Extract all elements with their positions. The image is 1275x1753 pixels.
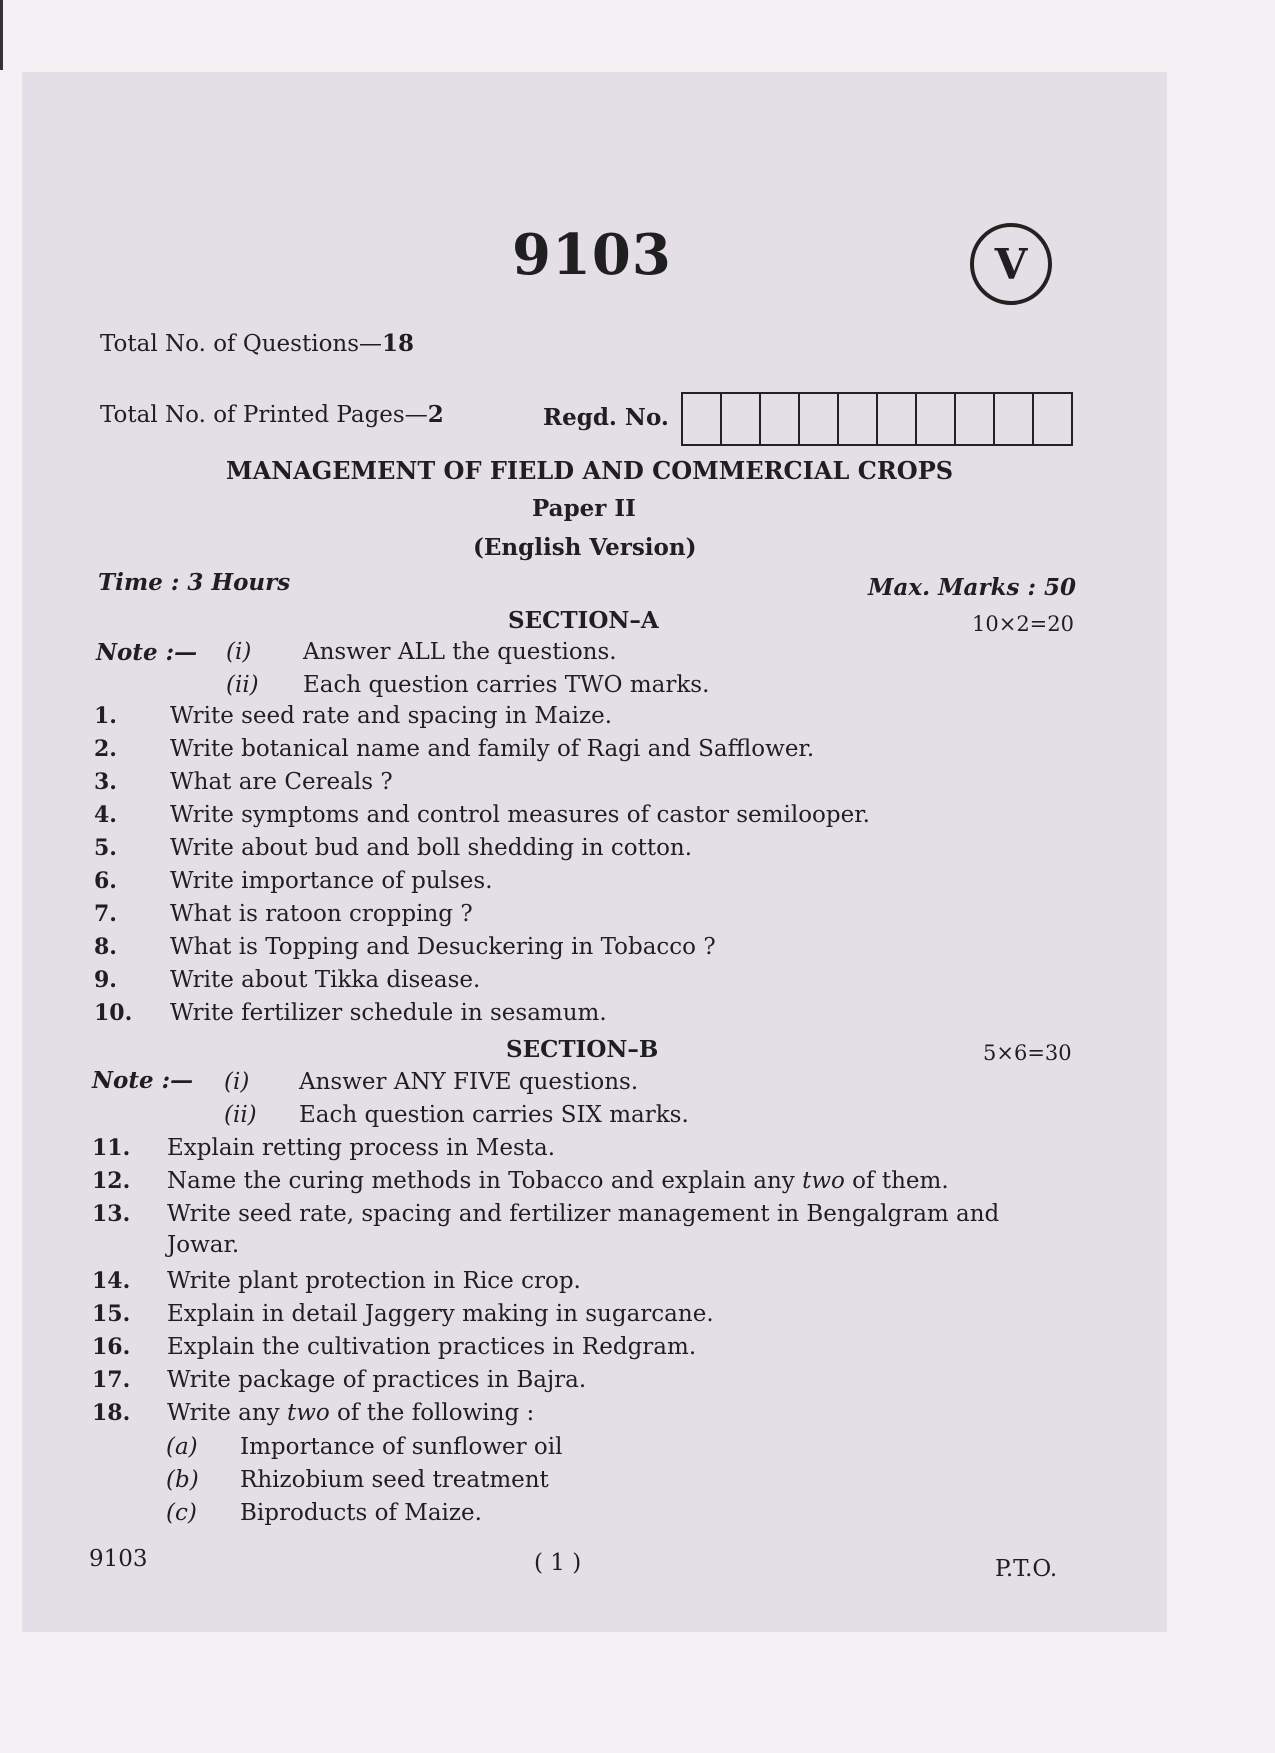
total-pages: [100, 401, 444, 428]
paper-number: Paper II: [532, 495, 636, 522]
note-num: (ii): [224, 1102, 257, 1128]
question-text: Write importance of pulses.: [170, 868, 493, 894]
pto-label: P.T.O.: [995, 1556, 1058, 1582]
question-number: 10.: [94, 1000, 133, 1026]
section-a-note-label: Note :—: [96, 639, 198, 666]
note-text: Answer ANY FIVE questions.: [299, 1069, 639, 1095]
regd-label: Regd. No.: [543, 404, 669, 431]
question-number: 7.: [94, 901, 117, 927]
question-text-part: Name the curing methods in Tobacco and explain any: [167, 1168, 803, 1194]
sub-item-text: Rhizobium seed treatment: [240, 1467, 549, 1493]
question-text: Write seed rate and spacing in Maize.: [170, 703, 613, 729]
question-number: 1.: [94, 703, 117, 729]
question-number: 17.: [92, 1367, 131, 1393]
question-text-part: Write any: [167, 1400, 287, 1426]
paper-code: 9103: [512, 222, 672, 288]
question-text: Write plant protection in Rice crop.: [167, 1268, 581, 1294]
question-text: [167, 1400, 534, 1426]
total-questions-value: 18: [382, 330, 415, 357]
question-text: Explain the cultivation practices in Redgram.: [167, 1334, 697, 1360]
footer-code: 9103: [89, 1546, 148, 1572]
regd-cell[interactable]: [761, 394, 800, 444]
page-number: ( 1 ): [534, 1550, 582, 1576]
question-text: [167, 1168, 949, 1194]
question-number: 2.: [94, 736, 117, 762]
total-questions: [100, 330, 414, 357]
total-pages-label: Total No. of Printed Pages—: [100, 402, 428, 428]
regd-cell[interactable]: [683, 394, 722, 444]
question-number: 8.: [94, 934, 117, 960]
question-number: 6.: [94, 868, 117, 894]
question-text: Explain in detail Jaggery making in sugarcane.: [167, 1301, 714, 1327]
sub-item-label: (a): [166, 1434, 198, 1460]
question-text: Write botanical name and family of Ragi and Safflower.: [170, 736, 815, 762]
scan-edge: [0, 0, 3, 70]
question-number: 3.: [94, 769, 117, 795]
question-number: 14.: [92, 1268, 131, 1294]
regd-cell[interactable]: [800, 394, 839, 444]
question-text: Write about bud and boll shedding in cotton.: [170, 835, 693, 861]
sub-item-text: Importance of sunflower oil: [240, 1434, 563, 1460]
question-text: What is Topping and Desuckering in Tobacco ?: [170, 934, 716, 960]
total-questions-label: Total No. of Questions—: [100, 331, 383, 357]
total-pages-value: 2: [427, 401, 444, 428]
question-text-part: of the following :: [329, 1400, 535, 1426]
note-text: Each question carries SIX marks.: [299, 1102, 689, 1128]
question-text: What are Cereals ?: [170, 769, 393, 795]
section-a-title: SECTION–A: [508, 607, 659, 634]
question-number: 15.: [92, 1301, 131, 1327]
regd-cell[interactable]: [1034, 394, 1071, 444]
section-b-marks: 5×6=30: [983, 1041, 1072, 1065]
regd-cell[interactable]: [839, 394, 878, 444]
question-number: 13.: [92, 1201, 131, 1227]
question-text: Write package of practices in Bajra.: [167, 1367, 587, 1393]
question-text-emphasis: two: [286, 1400, 330, 1426]
note-text: Answer ALL the questions.: [303, 639, 617, 665]
note-text: Each question carries TWO marks.: [303, 672, 710, 698]
note-num: (i): [226, 639, 252, 665]
regd-cell[interactable]: [722, 394, 761, 444]
question-text: Write symptoms and control measures of castor semilooper.: [170, 802, 870, 828]
question-text-part: of them.: [844, 1168, 949, 1194]
question-number: 9.: [94, 967, 117, 993]
regd-cell[interactable]: [956, 394, 995, 444]
question-text-line: Write seed rate, spacing and fertilizer management in Bengalgram and: [167, 1201, 1000, 1227]
sub-item-label: (b): [166, 1467, 199, 1493]
question-number: 16.: [92, 1334, 131, 1360]
question-text-line: Jowar.: [167, 1232, 240, 1258]
section-b-note-label: Note :—: [92, 1067, 194, 1094]
time-allowed: Time : 3 Hours: [98, 569, 291, 596]
question-text: Write about Tikka disease.: [170, 967, 481, 993]
section-a-marks: 10×2=20: [972, 612, 1074, 636]
regd-cell[interactable]: [878, 394, 917, 444]
max-marks: Max. Marks : 50: [868, 574, 1076, 601]
sub-item-text: Biproducts of Maize.: [240, 1500, 482, 1526]
regd-cell[interactable]: [995, 394, 1034, 444]
version-mark: [970, 223, 1052, 305]
question-text-emphasis: two: [802, 1168, 845, 1194]
question-text: Write fertilizer schedule in sesamum.: [170, 1000, 607, 1026]
question-text: Explain retting process in Mesta.: [167, 1135, 556, 1161]
version-line: (English Version): [473, 534, 697, 561]
question-number: 18.: [92, 1400, 131, 1426]
question-number: 11.: [92, 1135, 131, 1161]
sub-item-label: (c): [166, 1500, 197, 1526]
question-text: What is ratoon cropping ?: [170, 901, 473, 927]
regd-number-box[interactable]: [681, 392, 1073, 446]
exam-title: MANAGEMENT OF FIELD AND COMMERCIAL CROPS: [226, 456, 954, 485]
question-number: 5.: [94, 835, 117, 861]
regd-cell[interactable]: [917, 394, 956, 444]
question-number: 12.: [92, 1168, 131, 1194]
note-num: (i): [224, 1069, 250, 1095]
section-b-title: SECTION–B: [506, 1036, 659, 1063]
version-letter: V: [994, 239, 1028, 289]
question-number: 4.: [94, 802, 117, 828]
note-num: (ii): [226, 672, 259, 698]
